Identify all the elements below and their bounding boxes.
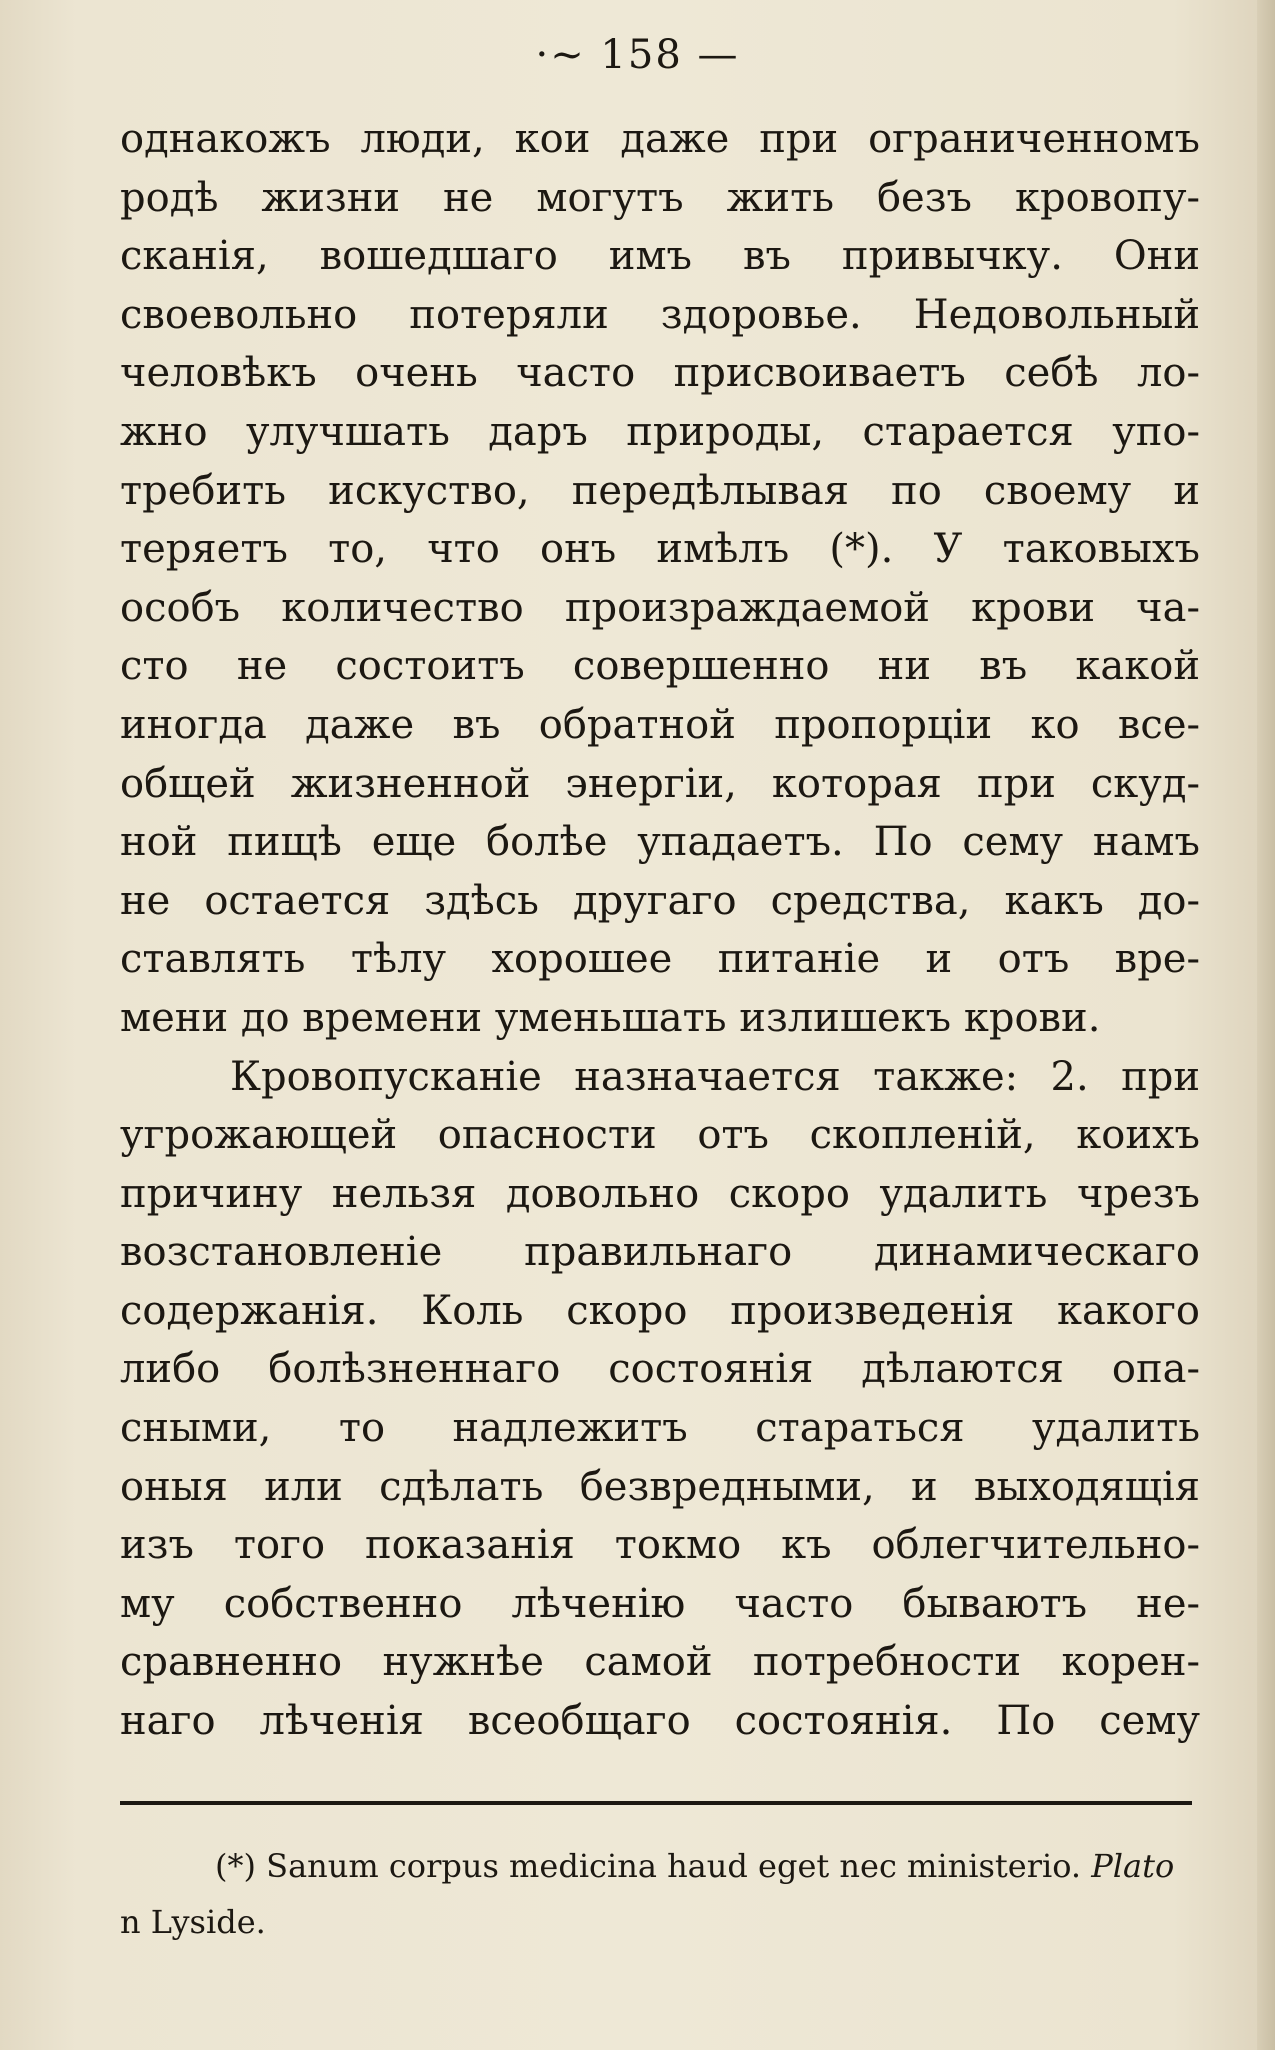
- page-number: ·~ 158 —: [535, 32, 740, 78]
- body-text: [120, 110, 1200, 1751]
- text-line: либо болѣзненнаго состоянія дѣлаются опа-: [120, 1346, 1200, 1393]
- text-line: однакожъ люди, кои даже при ограниченномъ: [120, 116, 1200, 162]
- text-line: сто не состоитъ совершенно ни въ какой: [120, 643, 1200, 690]
- text-line: требить искуство, передѣлывая по своему и: [120, 467, 1200, 514]
- text-line: особъ количество произраждаемой крови ча-: [120, 584, 1200, 631]
- text-line: родѣ жизни не могутъ жить безъ кровопу-: [120, 174, 1200, 221]
- text-line: жно улучшать даръ природы, старается упо-: [120, 408, 1200, 455]
- footnote: [120, 1838, 1200, 1950]
- text-line: му собственно лѣченію часто бываютъ не-: [120, 1580, 1200, 1627]
- footnote-author: Plato: [1091, 1847, 1175, 1885]
- page-edge: [1257, 0, 1275, 2050]
- text-line: теряетъ то, что онъ имѣлъ (*). У таковыхъ: [120, 526, 1200, 573]
- text-line: наго лѣченія всеобщаго состоянія. По сему: [120, 1698, 1200, 1745]
- text-line: возстановленіе правильнаго динамическаго: [120, 1229, 1200, 1276]
- text-line: угрожающей опасности отъ скопленій, коихъ: [120, 1112, 1200, 1159]
- text-line: оныя или сдѣлать безвредными, и выходящія: [120, 1463, 1200, 1510]
- text-line: изъ того показанія токмо къ облегчительно-: [120, 1522, 1200, 1569]
- text-line: своевольно потеряли здоровье. Недовольный: [120, 291, 1200, 338]
- text-line: причину нельзя довольно скоро удалить чрезъ: [120, 1170, 1200, 1217]
- text-line: иногда даже въ обратной пропорціи ко все-: [120, 701, 1200, 748]
- footnote-continuation: n Lysidе.: [120, 1903, 266, 1941]
- text-line: мени до времени уменьшать излишекъ крови.: [120, 994, 1101, 1041]
- text-line: ной пищѣ еще болѣе упадаетъ. По сему намъ: [120, 819, 1200, 866]
- footnote-text: (*) Sanum corpus medicina haud eget nec ministerio.: [215, 1847, 1082, 1885]
- footnote-line: [120, 1838, 1200, 1894]
- paragraph-start-line: Кровопусканіе назначается также: 2. при: [230, 1053, 1200, 1100]
- text-line: не остается здѣсь другаго средства, какъ до-: [120, 877, 1200, 924]
- footnote-divider: [120, 1801, 1192, 1805]
- text-line: человѣкъ очень часто присвоиваетъ себѣ ло-: [120, 350, 1200, 397]
- text-line: сравненно нужнѣе самой потребности корен-: [120, 1639, 1200, 1686]
- text-line: содержанія. Коль скоро произведенія какого: [120, 1287, 1200, 1334]
- text-line: сными, то надлежитъ стараться удалить: [120, 1405, 1200, 1452]
- text-line: сканія, вошедшаго имъ въ привычку. Они: [120, 233, 1200, 280]
- text-line: ставлять тѣлу хорошее питаніе и отъ вре-: [120, 936, 1200, 983]
- text-line: общей жизненной энергіи, которая при скуд-: [120, 760, 1200, 807]
